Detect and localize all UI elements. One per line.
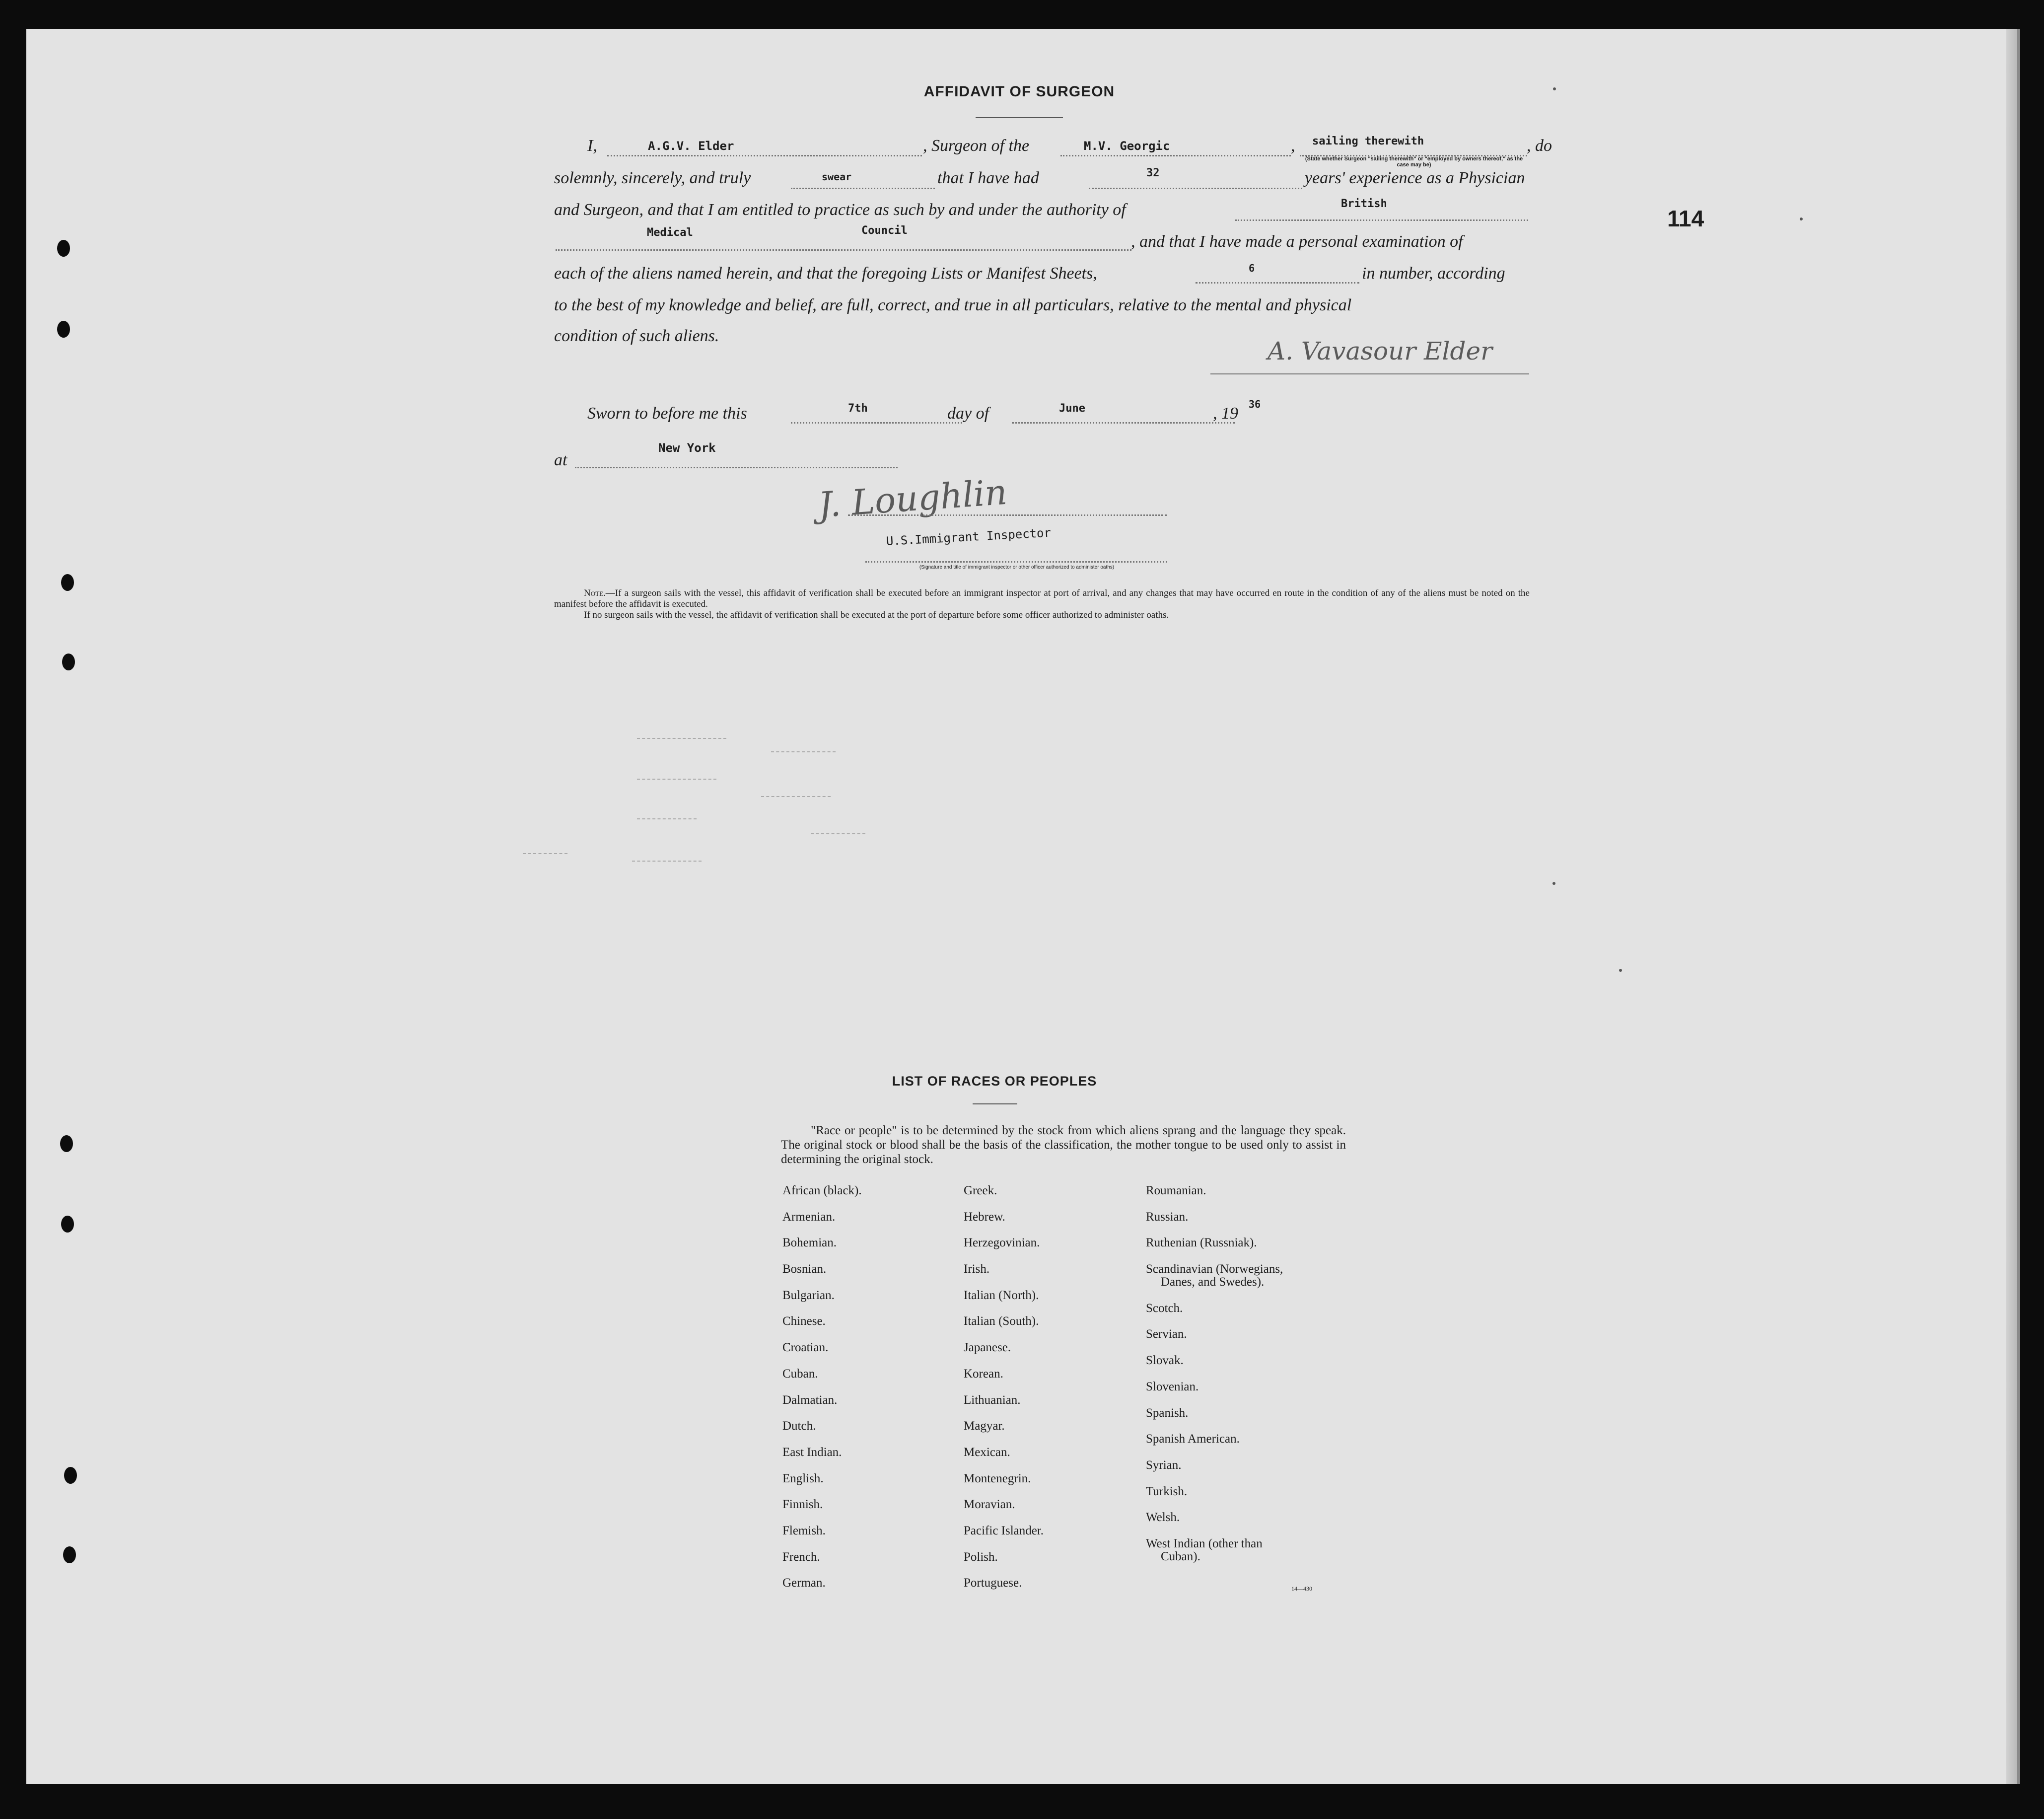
bleed-mark — [771, 751, 836, 752]
oath-line — [791, 188, 935, 189]
race-item: Flemish. — [782, 1524, 826, 1537]
race-item: Korean. — [964, 1367, 1003, 1381]
bleed-mark — [637, 738, 726, 739]
text-sworn: Sworn to before me this — [587, 404, 747, 423]
vessel-line — [1060, 155, 1291, 156]
note-text-2: If no surgeon sails with the vessel, the affidavit of verification shall be executed at the port of departure before some officer authorized to administer oaths. — [584, 610, 1169, 620]
oath-type: swear — [822, 171, 852, 183]
authority-1: British — [1341, 198, 1387, 210]
authority-line — [1235, 219, 1528, 221]
inspector-signature: J. Loughlin — [817, 471, 1008, 526]
sworn-day: 7th — [848, 402, 868, 415]
sheets-line — [1196, 282, 1359, 284]
text-best-of-knowledge: to the best of my knowledge and belief, are full, correct, and true in all particulars, relative to the mental and physical — [554, 296, 1352, 314]
race-item: Pacific Islander. — [964, 1524, 1044, 1537]
vessel-name: M.V. Georgic — [1084, 139, 1170, 153]
race-item: Cuban). — [1161, 1549, 1200, 1563]
inspector-signature-line — [848, 514, 1167, 516]
race-item: Dalmatian. — [782, 1393, 838, 1407]
race-item: Montenegrin. — [964, 1471, 1031, 1485]
signature-caption: (Signature and title of immigrant inspector or other officer authorized to administer oaths) — [919, 565, 1115, 570]
race-item: African (black). — [782, 1184, 862, 1197]
years-line — [1089, 188, 1302, 189]
binding-hole — [57, 321, 70, 338]
race-item: Dutch. — [782, 1419, 816, 1433]
authority-cont-line — [556, 249, 1131, 251]
signature-line — [1210, 373, 1529, 374]
note-text-1: —If a surgeon sails with the vessel, this affidavit of verification shall be executed before an immigrant inspector at port of arrival, and any changes that may have occurred en route in the condition of any of the aliens must be noted on the manifest before the affidavit is executed. — [554, 588, 1530, 609]
text-solemnly: solemnly, sincerely, and truly — [554, 169, 751, 187]
day-line — [791, 422, 962, 424]
race-item: Italian (North). — [964, 1288, 1039, 1302]
sworn-month: June — [1059, 402, 1085, 415]
race-item: Portuguese. — [964, 1576, 1022, 1590]
binding-hole — [63, 1546, 76, 1563]
speck — [1619, 969, 1622, 972]
bleed-mark — [637, 818, 697, 819]
surgeon-name: A.G.V. Elder — [648, 139, 734, 153]
race-item: Roumanian. — [1146, 1184, 1206, 1197]
race-item: Finnish. — [782, 1498, 823, 1512]
text-aliens-named: each of the aliens named herein, and that the foregoing Lists or Manifest Sheets, — [554, 264, 1097, 283]
race-item: Mexican. — [964, 1445, 1010, 1459]
race-item: Polish. — [964, 1550, 998, 1564]
month-line — [1012, 422, 1235, 424]
race-item: Magyar. — [964, 1419, 1005, 1433]
text-day-of: day of — [947, 404, 989, 423]
sailing-note: (State whether Surgeon "sailing therewith" or "employed by owners thereof," as the case may be) — [1305, 156, 1523, 168]
race-item: Bohemian. — [782, 1236, 837, 1250]
binding-hole — [64, 1467, 77, 1484]
binding-hole — [62, 654, 75, 670]
races-title-rule — [973, 1103, 1017, 1104]
race-item: French. — [782, 1550, 820, 1564]
sworn-year: 36 — [1249, 398, 1261, 410]
race-item: Moravian. — [964, 1498, 1015, 1512]
sheet-count: 6 — [1249, 262, 1255, 274]
race-item: Welsh. — [1146, 1511, 1180, 1525]
race-item: Slovenian. — [1146, 1380, 1199, 1393]
speck — [1800, 218, 1803, 220]
race-item: Danes, and Swedes). — [1161, 1275, 1265, 1289]
race-item: Lithuanian. — [964, 1393, 1021, 1407]
race-item: Syrian. — [1146, 1458, 1182, 1472]
race-item: Croatian. — [782, 1341, 829, 1355]
race-item: Bulgarian. — [782, 1288, 835, 1302]
races-intro: "Race or people" is to be determined by the stock from which aliens sprang and the language they speak. The original stock or blood shall be the basis of the classification, the mother tongue to be used only to assist in determining the original stock. — [781, 1124, 1346, 1166]
authority-2: Medical — [647, 226, 693, 239]
race-item: East Indian. — [782, 1445, 842, 1459]
place-line — [575, 467, 898, 468]
race-item: Italian (South). — [964, 1314, 1039, 1328]
races-column-1 — [782, 1184, 862, 1603]
affidavit-note — [554, 588, 1530, 621]
page-edge-shadow — [2006, 29, 2017, 1784]
race-item: Hebrew. — [964, 1210, 1005, 1224]
speck — [1553, 87, 1556, 90]
race-item: Cuban. — [782, 1367, 818, 1381]
text-experience: years' experience as a Physician — [1305, 169, 1525, 187]
race-item: Greek. — [964, 1184, 997, 1197]
race-item: Chinese. — [782, 1314, 826, 1328]
race-item: Spanish American. — [1146, 1432, 1240, 1446]
text-comma: , — [1291, 137, 1295, 155]
note-label: Note. — [584, 588, 606, 598]
race-item: Spanish. — [1146, 1406, 1189, 1420]
text-that-i-have-had: that I have had — [937, 169, 1039, 187]
name-line — [607, 155, 922, 156]
inspector-title-line — [865, 561, 1167, 563]
bleed-mark — [637, 779, 716, 780]
binding-hole — [61, 574, 74, 591]
race-item: Ruthenian (Russniak). — [1146, 1236, 1257, 1250]
race-item: Irish. — [964, 1262, 990, 1276]
race-item: Herzegovinian. — [964, 1236, 1040, 1250]
title-rule — [976, 117, 1063, 118]
years-experience: 32 — [1146, 167, 1160, 179]
sworn-place: New York — [658, 441, 716, 455]
sailing-status: sailing therewith — [1312, 135, 1424, 147]
bleed-mark — [523, 853, 567, 854]
inspector-title: U.S.Immigrant Inspector — [886, 525, 1052, 548]
races-column-2 — [964, 1184, 1044, 1603]
race-item: Slovak. — [1146, 1354, 1184, 1368]
race-item: Servian. — [1146, 1327, 1187, 1341]
bleed-mark — [761, 796, 831, 797]
text-year-prefix: , 19 — [1213, 404, 1238, 423]
text-examination: , and that I have made a personal examination of — [1131, 232, 1463, 251]
race-item: Scotch. — [1146, 1301, 1183, 1315]
text-authority: and Surgeon, and that I am entitled to practice as such by and under the authority of — [554, 201, 1126, 219]
race-item: Armenian. — [782, 1210, 836, 1224]
bleed-mark — [811, 833, 865, 834]
text-condition: condition of such aliens. — [554, 327, 719, 345]
text-at: at — [554, 451, 567, 469]
binding-hole — [61, 1216, 74, 1233]
speck — [1552, 882, 1555, 885]
race-item: German. — [782, 1576, 826, 1590]
race-item: English. — [782, 1471, 824, 1485]
bleed-mark — [632, 861, 702, 862]
text-surgeon-of: , Surgeon of the — [923, 137, 1030, 155]
race-item: Scandinavian (Norwegians, — [1146, 1262, 1283, 1276]
form-number: 14—430 — [1291, 1585, 1312, 1592]
surgeon-signature: A. Vavasour Elder — [1268, 337, 1493, 365]
race-item: Bosnian. — [782, 1262, 827, 1276]
race-item: Japanese. — [964, 1341, 1011, 1355]
text-in-number: in number, according — [1362, 264, 1505, 283]
affidavit-title: AFFIDAVIT OF SURGEON — [923, 83, 1115, 100]
binding-hole — [60, 1135, 73, 1152]
race-item: Russian. — [1146, 1210, 1189, 1224]
page-number: 114 — [1667, 206, 1704, 231]
manifest-page — [26, 29, 2020, 1784]
race-item: West Indian (other than — [1146, 1536, 1263, 1550]
races-title: LIST OF RACES OR PEOPLES — [892, 1074, 1097, 1089]
binding-hole — [57, 240, 70, 257]
text-do: , do — [1527, 137, 1552, 155]
race-item: Turkish. — [1146, 1484, 1188, 1498]
authority-3: Council — [861, 224, 908, 237]
text-i: I, — [587, 137, 597, 155]
races-column-3 — [1146, 1184, 1283, 1577]
